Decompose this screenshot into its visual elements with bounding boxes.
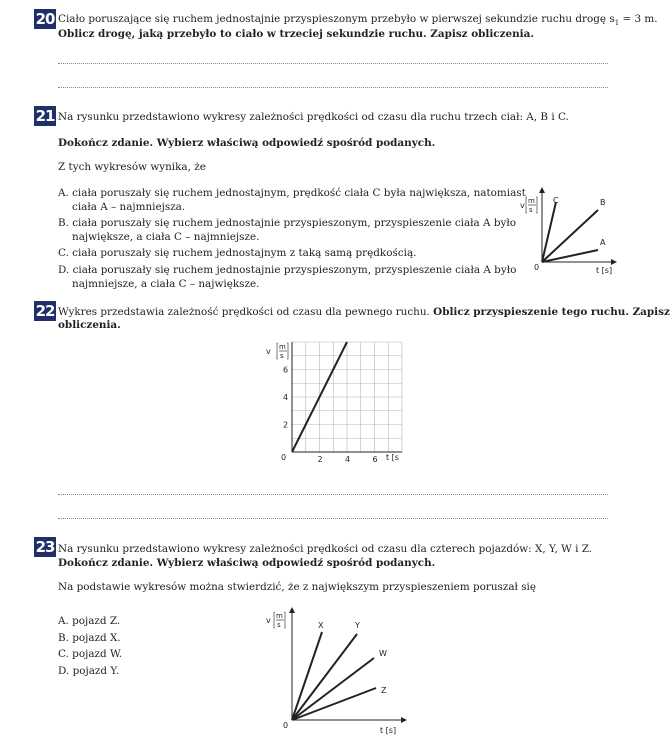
origin-label: 0 [534,263,540,272]
q23-option-c[interactable]: C. pojazd W. [58,648,123,660]
q22-text-line1 [58,305,670,319]
option-text: A. ciała poruszały się ruchem jednostajnym, prędkość ciała C była największa, natomiast [58,187,526,199]
q23-option-d[interactable]: D. pojazd Y. [58,665,120,677]
line-x [292,632,322,720]
axis-label-t: t [s [386,453,399,462]
q21-intro: Na rysunku przedstawiono wykresy zależności prędkości od czasu dla ruchu trzech ciał: A, B i C. [58,111,569,123]
unit-m: m [279,343,286,351]
q21-option-a[interactable] [58,186,526,214]
origin-label: 0 [283,721,289,730]
option-text: D. ciała poruszały się ruchem jednostajnie przyspieszonym, przyspieszenie ciała A było [58,264,517,276]
label-z: Z [381,686,387,695]
option-text: najmniejsze, a ciała C – największe. [72,278,260,290]
y-tick-label: 6 [283,365,289,375]
q20-text-end: = 3 m. [619,13,658,25]
q23-option-a[interactable]: A. pojazd Z. [58,615,121,627]
label-w: W [379,649,387,658]
unit-m: m [276,612,283,620]
q20-subscript: 1 [614,19,620,28]
label-x: X [318,621,324,630]
option-text: ciała A – najmniejsza. [72,201,186,213]
q21-graph [510,186,620,278]
line-a [542,250,598,262]
axis-label-v: v [520,201,525,210]
q21-option-c[interactable] [58,246,416,260]
axis-label-v: v [266,347,271,356]
label-a: A [600,238,606,247]
unit-s: s [280,352,284,360]
axis-label-v: v [266,616,271,625]
q23-instruction: Dokończ zdanie. Wybierz właściwą odpowiedź spośród podanych. [58,557,436,569]
y-tick-label: 4 [283,393,289,402]
line-b [542,210,598,262]
origin-label: 0 [281,453,287,462]
q23-stem: Na podstawie wykresów można stwierdzić, że z największym przyspieszeniem poruszał się [58,581,537,593]
label-c: C [553,196,559,205]
label-y: Y [355,621,360,630]
question-number-21: 21 [35,107,55,125]
q21-instruction: Dokończ zdanie. Wybierz właściwą odpowiedź spośród podanych. [58,137,436,149]
q22-instruction: Oblicz przyspieszenie tego ruchu. Zapisz [433,306,670,318]
chart-ticks [283,366,378,465]
answer-line[interactable] [58,87,608,88]
answer-line[interactable] [58,63,608,64]
axis-label-t: t [s] [380,726,397,735]
q23-intro: Na rysunku przedstawiono wykresy zależności prędkości od czasu dla czterech pojazdów: X, Y, W i Z. [58,543,593,555]
unit-s: s [277,621,281,629]
q20-text: Ciało poruszające się ruchem jednostajnie przyspieszonym przebyło w pierwszej sekundzie ruchu drogę s [58,13,615,25]
q23-option-b[interactable]: B. pojazd X. [58,632,121,644]
q22-instruction-line2: obliczenia. [58,319,121,331]
option-text: największe, a ciała C – najmniejsze. [72,231,260,243]
line-c [542,202,556,262]
unit-s: s [529,206,533,214]
question-number-23: 23 [35,538,55,556]
y-tick-label: 2 [283,420,289,430]
x-tick-label: 4 [345,455,351,464]
q21-stem: Z tych wykresów wynika, że [58,161,206,173]
x-tick-label: 2 [317,455,323,464]
option-text: B. ciała poruszały się ruchem jednostajnie przyspieszonym, przyspieszenie ciała A było [58,217,516,229]
q21-option-d[interactable] [58,263,516,291]
axis-label-t: t [s] [596,266,613,275]
question-number-22: 22 [35,302,55,320]
question-number-20: 20 [35,10,55,28]
answer-line[interactable] [58,494,608,495]
unit-m: m [528,197,535,205]
answer-line[interactable] [58,518,608,519]
label-b: B [600,198,606,207]
q22-graph [262,336,412,470]
q22-text: Wykres przedstawia zależność prędkości od czasu dla pewnego ruchu. [58,306,434,318]
option-text: C. ciała poruszały się ruchem jednostajnym z taką samą prędkością. [58,247,417,259]
x-tick-label: 6 [372,455,378,464]
q23-graph [262,606,412,740]
q21-option-b[interactable] [58,216,516,244]
chart-grid [292,342,402,452]
q20-instruction: Oblicz drogę, jaką przebyło to ciało w trzeciej sekundzie ruchu. Zapisz obliczenia. [58,28,534,40]
